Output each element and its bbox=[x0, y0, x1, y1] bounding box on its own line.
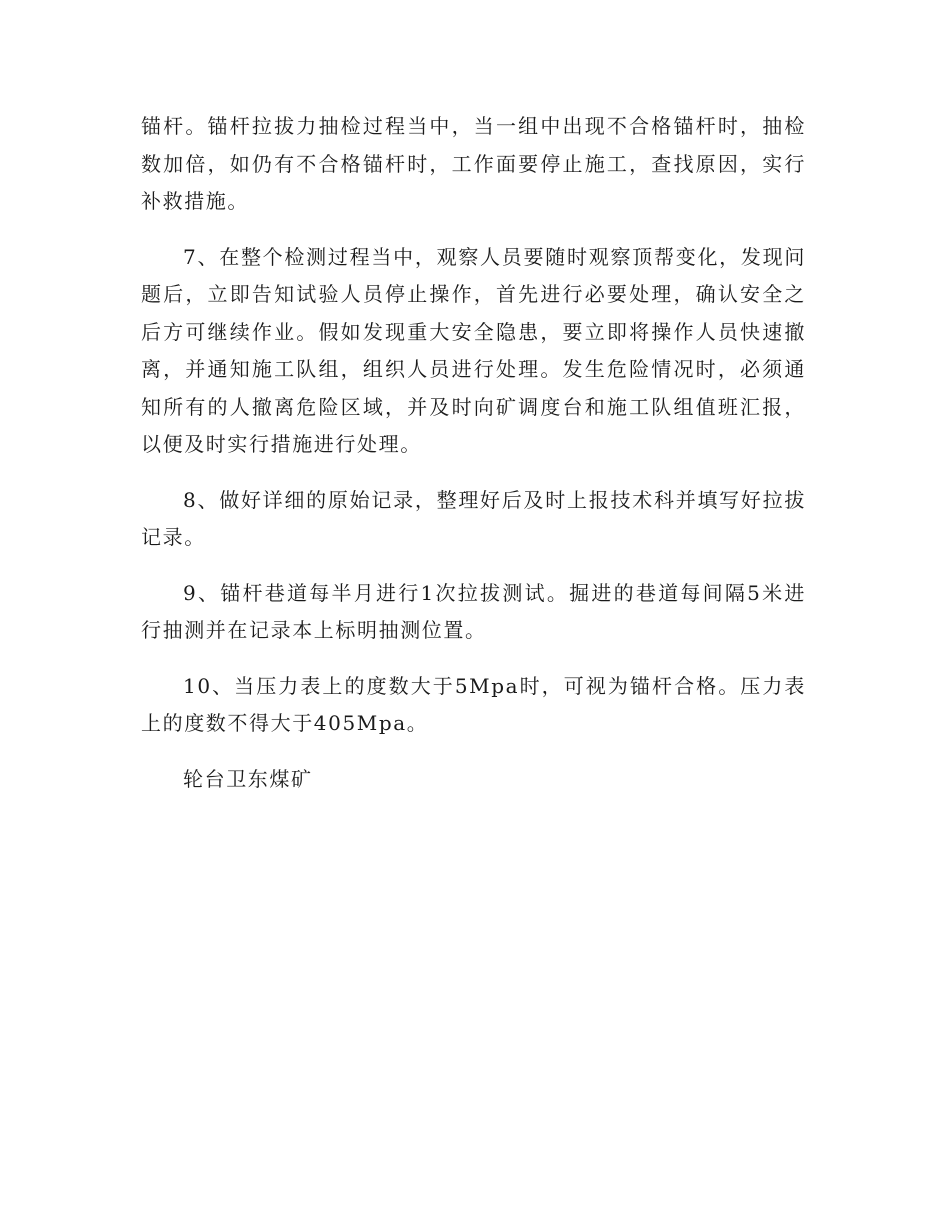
paragraph-item-9: 9、锚杆巷道每半月进行1次拉拔测试。掘进的巷道每间隔5米进行抽测并在记录本上标明抽测位置。 bbox=[141, 580, 806, 642]
paragraph-item-10: 10、当压力表上的度数大于5Mpa时，可视为锚杆合格。压力表上的度数不得大于405Mpa。 bbox=[141, 673, 806, 735]
document-body bbox=[141, 108, 806, 798]
signature-line: 轮台卫东煤矿 bbox=[183, 766, 313, 791]
paragraph-item-7: 7、在整个检测过程当中，观察人员要随时观察顶帮变化，发现问题后，立即告知试验人员停止操作，首先进行必要处理，确认安全之后方可继续作业。假如发现重大安全隐患，要立即将操作人员快速撤离，并通知施工队组，组织人员进行处理。发生危险情况时，必须通知所有的人撤离危险区域，并及时向矿调度台和施工队组值班汇报，以便及时实行措施进行处理。 bbox=[141, 244, 806, 456]
paragraph-continuation: 锚杆。锚杆拉拔力抽检过程当中，当一组中出现不合格锚杆时，抽检数加倍，如仍有不合格锚杆时，工作面要停止施工，查找原因，实行补救措施。 bbox=[141, 114, 806, 213]
paragraph-item-8: 8、做好详细的原始记录，整理好后及时上报技术科并填写好拉拔记录。 bbox=[141, 487, 806, 549]
